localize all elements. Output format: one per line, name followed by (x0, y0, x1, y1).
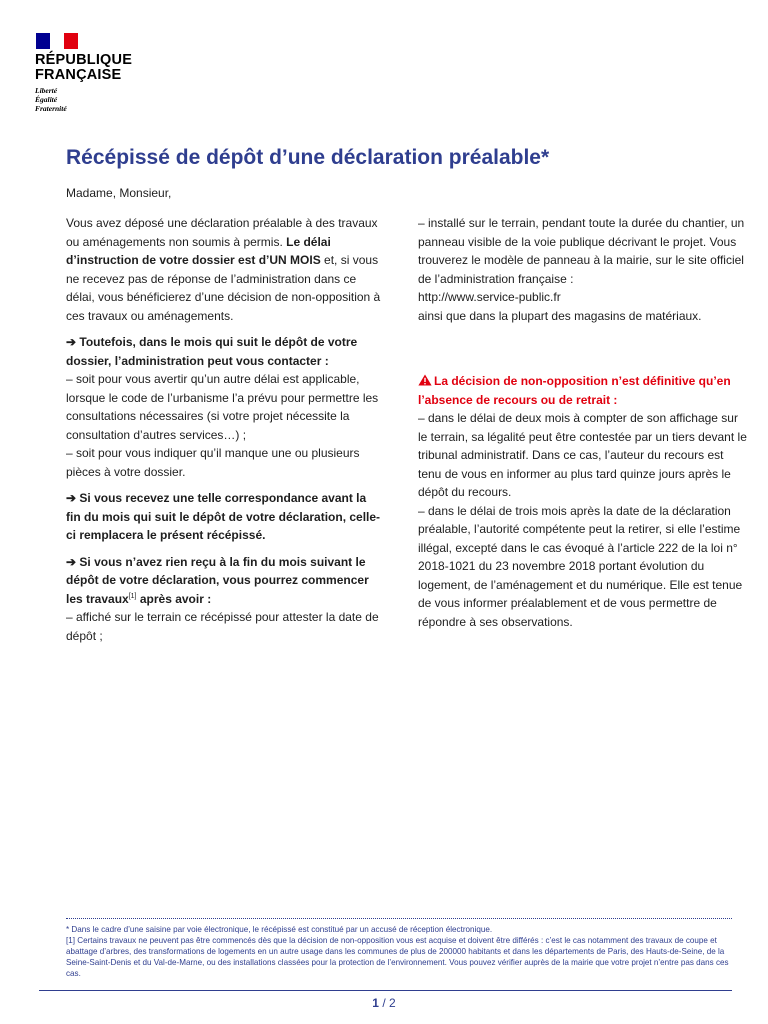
start-works-bold: Si vous n’avez rien reçu à la fin du mois suivant le dépôt de votre déclaration, vous pourrez commencer les travaux (66, 554, 369, 606)
start-works-bold-end: après avoir : (136, 591, 212, 606)
intro-delay-bold: Le délai d’instruction de votre dossier est d’UN MOIS (66, 234, 331, 267)
contact-paragraph (66, 333, 382, 481)
service-public-link[interactable]: http://www.service-public.fr (418, 290, 561, 304)
flag-blue (36, 33, 50, 49)
correspondence-paragraph (66, 489, 382, 545)
intro-paragraph (66, 214, 382, 325)
flag-white (50, 33, 64, 49)
page-number (0, 996, 768, 1010)
warning-triangle-icon (418, 374, 432, 386)
panel-text-end: ainsi que dans la plupart des magasins de matériaux. (418, 308, 702, 323)
right-column (418, 214, 748, 639)
page-title: Récépissé de dépôt d’une déclaration préalable* (66, 146, 550, 169)
warning-item-1: – dans le délai de deux mois à compter de son affichage sur le terrain, sa légalité peut être contestée par un tiers devant le tribunal administratif. Dans ce cas, l’auteur du recours est tenu de vous en informer au plus tard quinze jours après le dépôt du recours. (418, 411, 747, 499)
arrow-icon: ➔ (66, 491, 77, 505)
flag-red (64, 33, 78, 49)
left-column (66, 214, 382, 653)
contact-item-2: – soit pour vous indiquer qu’il manque une ou plusieurs pièces à votre dossier. (66, 446, 360, 479)
footnote-divider (66, 918, 732, 919)
bottom-divider (39, 990, 732, 991)
contact-item-1: – soit pour vous avertir qu’un autre délai est applicable, lorsque le code de l’urbanisme l’a prévu pour permettre les consultations nécessaires (si votre projet nécessite la consultation d’autres services…) ; (66, 372, 379, 442)
start-works-paragraph (66, 553, 382, 646)
warning-item-2: – dans le délai de trois mois après la date de la déclaration préalable, l’autorité compétente peut la retirer, si elle l’estime illégal, excepté dans le cas évoqué à l’article 222 de la loi n° 2018-1021 du 23 novembre 2018 portant évolution du logement, de l’aménagement et du numérique. Elle est tenue de vous informer préalablement et de vous permettre de répondre à ses observations. (418, 503, 743, 629)
footnotes (66, 924, 732, 979)
arrow-icon: ➔ (66, 554, 77, 569)
motto-text: Liberté Égalité Fraternité (35, 86, 67, 113)
warning-heading: La décision de non-opposition n’est définitive qu’en l’absence de recours ou de retrait : (418, 374, 731, 407)
republique-francaise-logo (35, 33, 132, 113)
start-works-item-1: – affiché sur le terrain ce récépissé pour attester la date de dépôt ; (66, 610, 379, 643)
salutation: Madame, Monsieur, (66, 186, 172, 200)
intro-text-end: et, si vous ne recevez pas de réponse de l’administration dans ce délai, vous bénéficierez d’une décision de non-opposition à ces travaux ou aménagements. (66, 253, 381, 323)
footnote-ref: [1] (128, 592, 137, 600)
warning-paragraph (418, 372, 748, 631)
contact-bold: Toutefois, dans le mois qui suit le dépôt de votre dossier, l’administration peut vous contacter : (66, 335, 358, 368)
arrow-icon: ➔ (66, 335, 77, 349)
footnote-1: [1] Certains travaux ne peuvent pas être commencés dès que la décision de non-opposition vous est acquise et doivent être différés : c’est le cas notamment des travaux de coupe et abattage d’arbres, des transformations de logements en un autre usage dans les communes de plus de 200000 habitants et dans les départements de Paris, des Hauts-de-Seine, de la Seine-Saint-Denis et du Val-de-Marne, ou des installations classées pour la protection de l’environnement. Vous pouvez vérifier auprès de la mairie que votre projet n’entre pas dans ces cas. (66, 936, 729, 978)
french-flag-icon (36, 33, 78, 49)
republique-francaise-text: RÉPUBLIQUE FRANÇAISE (35, 52, 133, 83)
page-current: 1 (372, 996, 379, 1010)
panel-text: – installé sur le terrain, pendant toute la durée du chantier, un panneau visible de la voie publique décrivant le projet. Vous trouverez le modèle de panneau à la mairie, sur le site officiel de l’administration française : (418, 216, 745, 286)
page-separator: / (378, 996, 389, 1010)
panel-paragraph (418, 214, 748, 325)
page-total: 2 (389, 996, 396, 1010)
correspondence-bold: Si vous recevez une telle correspondance avant la fin du mois qui suit le dépôt de votre déclaration, celle-ci remplacera le présent récépissé. (66, 491, 381, 542)
footnote-star: * Dans le cadre d’une saisine par voie électronique, le récépissé est constitué par un accusé de réception électronique. (66, 925, 493, 934)
intro-text: Vous avez déposé une déclaration préalable à des travaux ou aménagements non soumis à permis. (66, 216, 378, 249)
